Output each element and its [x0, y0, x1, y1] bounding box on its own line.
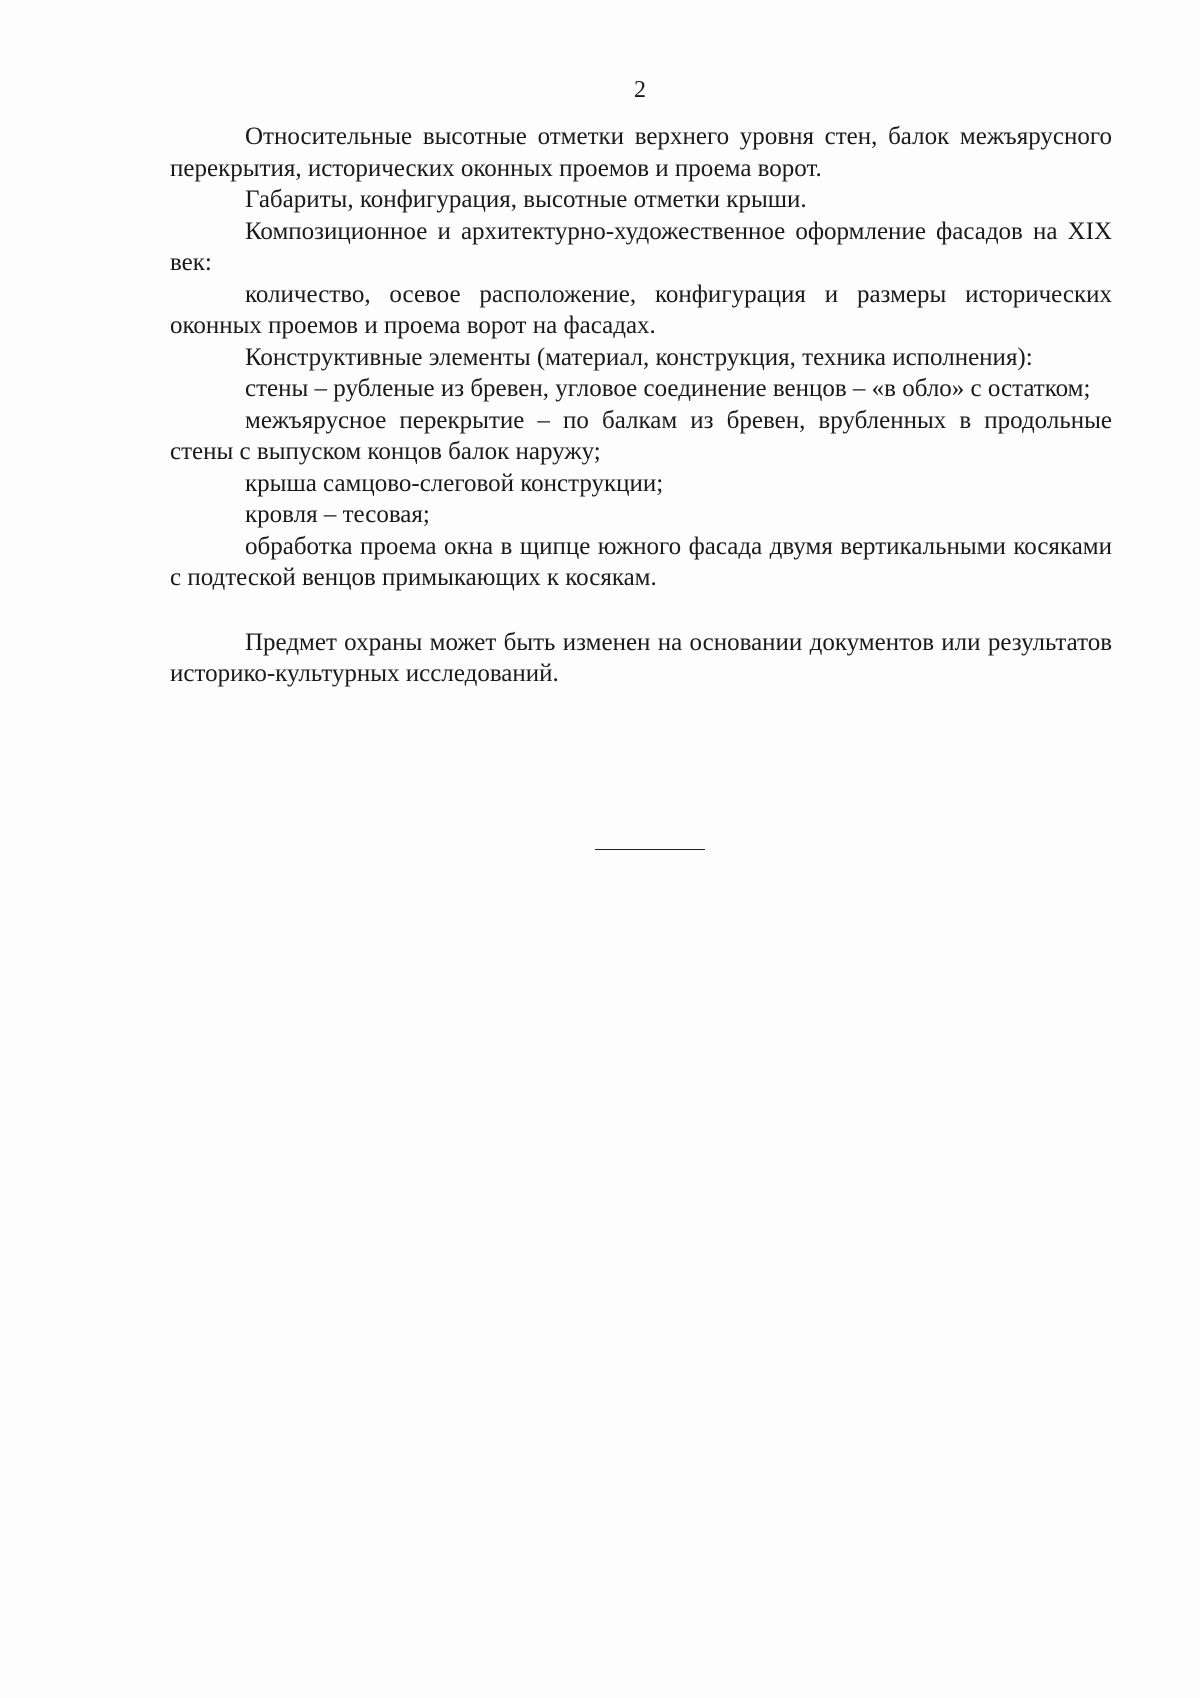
paragraph-roof-dimensions: Габариты, конфигурация, высотные отметки крыши.	[245, 186, 807, 213]
paragraph-protection-note: Предмет охраны может быть изменен на основании документов или результатов историко-культурных исследований.	[170, 628, 1112, 687]
page-number: 2	[634, 77, 646, 103]
paragraph-window-openings: количество, осевое расположение, конфигурация и размеры исторических оконных проемов и проема ворот на фасадах.	[170, 280, 1112, 339]
paragraph-roofing: кровля – тесовая;	[245, 501, 430, 528]
paragraph-floor-beams: межъярусное перекрытие – по балкам из бревен, врубленных в продольные стены с выпуском концов балок наружу;	[170, 406, 1112, 465]
paragraph-facade-design: Композиционное и архитектурно-художественное оформление фасадов на XIX век:	[170, 217, 1112, 276]
closing-rule	[595, 849, 705, 850]
paragraph-elevation-marks: Относительные высотные отметки верхнего уровня стен, балок межъярусного перекрытия, исторических оконных проемов и проема ворот.	[170, 123, 1112, 182]
paragraph-walls: стены – рубленые из бревен, угловое соединение венцов – «в обло» с остатком;	[245, 375, 1091, 402]
paragraph-gable-window: обработка проема окна в щипце южного фасада двумя вертикальными косяками с подтеской венцов примыкающих к косякам.	[170, 532, 1112, 591]
paragraph-roof-structure: крыша самцово-слеговой конструкции;	[245, 469, 664, 497]
document-body	[170, 121, 1112, 690]
paragraph-structural-elements: Конструктивные элементы (материал, конструкция, техника исполнения):	[245, 343, 1033, 371]
